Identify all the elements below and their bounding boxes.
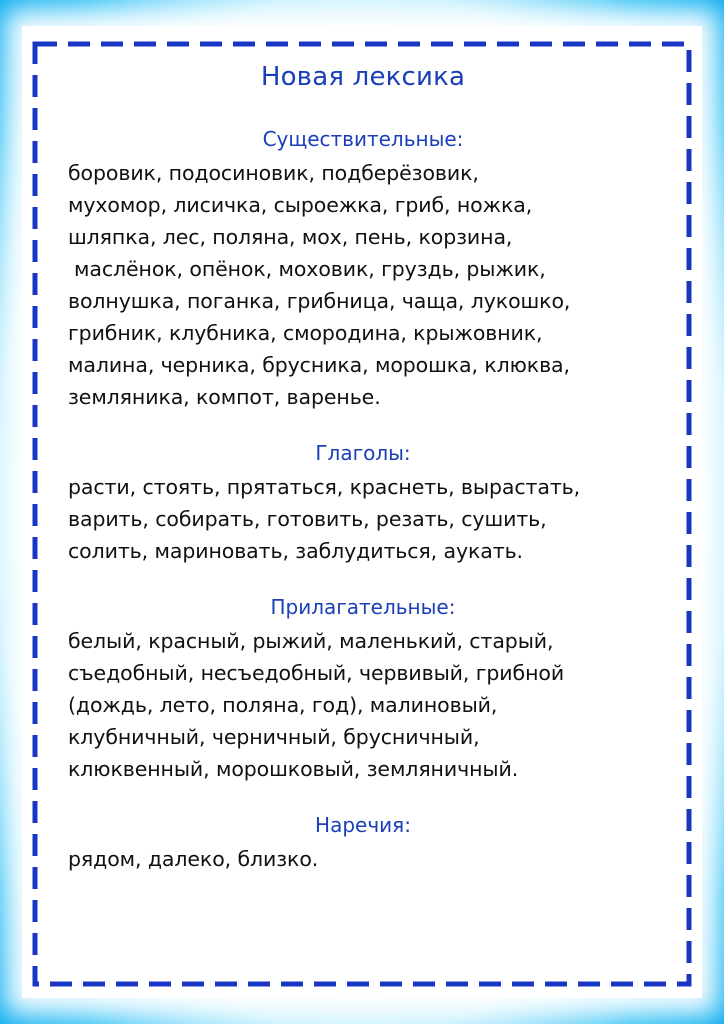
word-line: белый, красный, рыжий, маленький, старый, <box>68 629 554 654</box>
word-line: (дождь, лето, поляна, год), малиновый, <box>68 693 498 718</box>
word-line: солить, мариновать, заблудиться, аукать. <box>68 539 523 564</box>
word-line: клюквенный, морошковый, земляничный. <box>68 757 519 782</box>
word-line: клубничный, черничный, брусничный, <box>68 725 480 750</box>
word-line: малина, черника, брусника, морошка, клюква, <box>68 353 570 378</box>
section-adverbs <box>68 813 658 875</box>
word-line: грибник, клубника, смородина, крыжовник, <box>68 321 543 346</box>
section-verbs <box>68 441 658 567</box>
word-line: рядом, далеко, близко. <box>68 847 319 872</box>
section-heading: Существительные: <box>262 127 464 152</box>
word-line: мухомор, лисичка, сыроежка, гриб, ножка, <box>68 193 533 218</box>
word-line: шляпка, лес, поляна, мох, пень, корзина, <box>68 225 513 250</box>
vocabulary-card <box>68 62 658 875</box>
page-title: Новая лексика <box>260 62 466 92</box>
section-heading: Прилагательные: <box>270 595 456 620</box>
section-heading: Наречия: <box>315 813 411 838</box>
word-line: варить, собирать, готовить, резать, сушить, <box>68 507 547 532</box>
word-line: расти, стоять, прятаться, краснеть, вырастать, <box>68 475 581 500</box>
word-line: боровик, подосиновик, подберёзовик, <box>68 161 479 186</box>
section-adjectives <box>68 595 658 785</box>
word-line: съедобный, несъедобный, червивый, грибной <box>68 661 565 686</box>
word-line: маслёнок, опёнок, моховик, груздь, рыжик, <box>74 257 546 282</box>
word-line: волнушка, поганка, грибница, чаща, лукошко, <box>68 289 571 314</box>
section-heading: Глаголы: <box>315 441 411 466</box>
word-line: земляника, компот, варенье. <box>68 385 381 410</box>
section-nouns <box>68 127 658 413</box>
